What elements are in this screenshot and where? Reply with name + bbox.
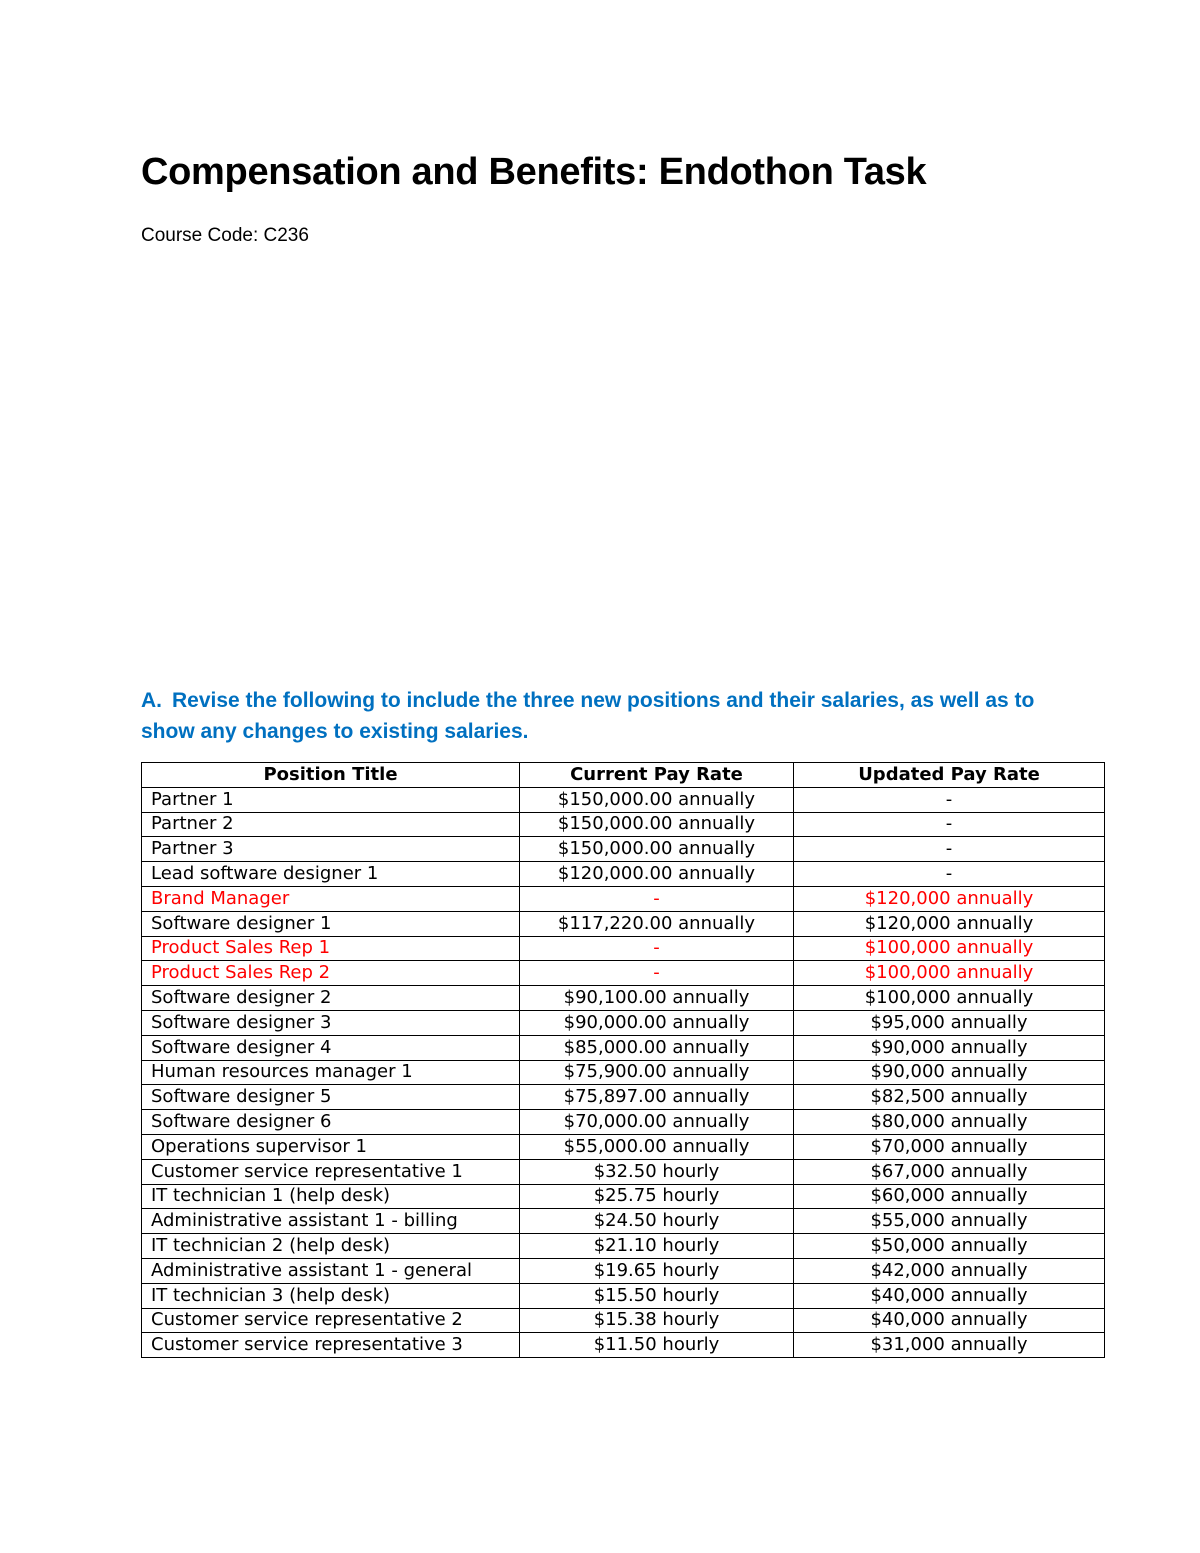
table-row: [142, 862, 1105, 887]
current-pay-rate-cell: $55,000.00 annually: [520, 1134, 794, 1159]
current-pay-rate-cell: $150,000.00 annually: [520, 812, 794, 837]
header-position-title: Position Title: [142, 763, 520, 788]
table-row: [142, 911, 1105, 936]
table-row: [142, 1010, 1105, 1035]
updated-pay-rate-cell: $67,000 annually: [794, 1159, 1105, 1184]
table-row: [142, 1333, 1105, 1358]
pay-rate-table: [141, 762, 1105, 1358]
updated-pay-rate-cell: $90,000 annually: [794, 1060, 1105, 1085]
position-title-cell: Software designer 4: [142, 1035, 520, 1060]
position-title-cell: IT technician 1 (help desk): [142, 1184, 520, 1209]
updated-pay-rate-cell: -: [794, 812, 1105, 837]
position-title-cell: Partner 2: [142, 812, 520, 837]
position-title-cell: Product Sales Rep 2: [142, 961, 520, 986]
position-title-cell: Software designer 3: [142, 1010, 520, 1035]
position-title-cell: IT technician 2 (help desk): [142, 1234, 520, 1259]
updated-pay-rate-cell: $40,000 annually: [794, 1308, 1105, 1333]
table-row: [142, 1209, 1105, 1234]
table-row: [142, 1134, 1105, 1159]
current-pay-rate-cell: $15.50 hourly: [520, 1283, 794, 1308]
position-title-cell: Brand Manager: [142, 886, 520, 911]
table-header-row: [142, 763, 1105, 788]
updated-pay-rate-cell: $120,000 annually: [794, 886, 1105, 911]
table-body: [142, 787, 1105, 1357]
current-pay-rate-cell: $90,100.00 annually: [520, 986, 794, 1011]
table-row: [142, 1110, 1105, 1135]
current-pay-rate-cell: $85,000.00 annually: [520, 1035, 794, 1060]
table-row: [142, 1234, 1105, 1259]
updated-pay-rate-cell: $40,000 annually: [794, 1283, 1105, 1308]
position-title-cell: IT technician 3 (help desk): [142, 1283, 520, 1308]
updated-pay-rate-cell: $60,000 annually: [794, 1184, 1105, 1209]
section-a-text: Revise the following to include the three new positions and their salaries, as well as to show any changes to existing salaries.: [141, 689, 1035, 743]
current-pay-rate-cell: $19.65 hourly: [520, 1258, 794, 1283]
header-current-pay-rate: Current Pay Rate: [520, 763, 794, 788]
position-title-cell: Partner 3: [142, 837, 520, 862]
updated-pay-rate-cell: -: [794, 862, 1105, 887]
position-title-cell: Customer service representative 1: [142, 1159, 520, 1184]
position-title-cell: Operations supervisor 1: [142, 1134, 520, 1159]
section-a-heading: [141, 685, 1041, 747]
position-title-cell: Lead software designer 1: [142, 862, 520, 887]
header-updated-pay-rate: Updated Pay Rate: [794, 763, 1105, 788]
position-title-cell: Software designer 1: [142, 911, 520, 936]
position-title-cell: Customer service representative 2: [142, 1308, 520, 1333]
position-title-cell: Software designer 2: [142, 986, 520, 1011]
table-row: [142, 961, 1105, 986]
position-title-cell: Administrative assistant 1 - billing: [142, 1209, 520, 1234]
table-row: [142, 1060, 1105, 1085]
current-pay-rate-cell: $75,897.00 annually: [520, 1085, 794, 1110]
table-row: [142, 936, 1105, 961]
table-row: [142, 1258, 1105, 1283]
updated-pay-rate-cell: $31,000 annually: [794, 1333, 1105, 1358]
current-pay-rate-cell: $75,900.00 annually: [520, 1060, 794, 1085]
section-a-letter: A.: [141, 689, 162, 712]
table-row: [142, 837, 1105, 862]
current-pay-rate-cell: $150,000.00 annually: [520, 787, 794, 812]
current-pay-rate-cell: $90,000.00 annually: [520, 1010, 794, 1035]
table-row: [142, 812, 1105, 837]
table-row: [142, 1308, 1105, 1333]
position-title-cell: Product Sales Rep 1: [142, 936, 520, 961]
current-pay-rate-cell: $24.50 hourly: [520, 1209, 794, 1234]
table-row: [142, 1159, 1105, 1184]
position-title-cell: Administrative assistant 1 - general: [142, 1258, 520, 1283]
updated-pay-rate-cell: $42,000 annually: [794, 1258, 1105, 1283]
document-title: Compensation and Benefits: Endothon Task: [141, 151, 927, 193]
updated-pay-rate-cell: $95,000 annually: [794, 1010, 1105, 1035]
table-row: [142, 1085, 1105, 1110]
updated-pay-rate-cell: -: [794, 787, 1105, 812]
current-pay-rate-cell: $70,000.00 annually: [520, 1110, 794, 1135]
updated-pay-rate-cell: $100,000 annually: [794, 936, 1105, 961]
updated-pay-rate-cell: $50,000 annually: [794, 1234, 1105, 1259]
updated-pay-rate-cell: $70,000 annually: [794, 1134, 1105, 1159]
position-title-cell: Customer service representative 3: [142, 1333, 520, 1358]
current-pay-rate-cell: $120,000.00 annually: [520, 862, 794, 887]
current-pay-rate-cell: $150,000.00 annually: [520, 837, 794, 862]
table-row: [142, 1283, 1105, 1308]
current-pay-rate-cell: $25.75 hourly: [520, 1184, 794, 1209]
current-pay-rate-cell: $21.10 hourly: [520, 1234, 794, 1259]
current-pay-rate-cell: -: [520, 886, 794, 911]
table-row: [142, 1035, 1105, 1060]
updated-pay-rate-cell: $100,000 annually: [794, 961, 1105, 986]
table-row: [142, 1184, 1105, 1209]
current-pay-rate-cell: -: [520, 936, 794, 961]
updated-pay-rate-cell: $90,000 annually: [794, 1035, 1105, 1060]
updated-pay-rate-cell: $100,000 annually: [794, 986, 1105, 1011]
updated-pay-rate-cell: -: [794, 837, 1105, 862]
updated-pay-rate-cell: $82,500 annually: [794, 1085, 1105, 1110]
table-row: [142, 886, 1105, 911]
updated-pay-rate-cell: $120,000 annually: [794, 911, 1105, 936]
position-title-cell: Human resources manager 1: [142, 1060, 520, 1085]
current-pay-rate-cell: -: [520, 961, 794, 986]
current-pay-rate-cell: $117,220.00 annually: [520, 911, 794, 936]
updated-pay-rate-cell: $80,000 annually: [794, 1110, 1105, 1135]
table-row: [142, 787, 1105, 812]
course-code: Course Code: C236: [141, 225, 309, 246]
position-title-cell: Software designer 5: [142, 1085, 520, 1110]
position-title-cell: Partner 1: [142, 787, 520, 812]
updated-pay-rate-cell: $55,000 annually: [794, 1209, 1105, 1234]
position-title-cell: Software designer 6: [142, 1110, 520, 1135]
current-pay-rate-cell: $11.50 hourly: [520, 1333, 794, 1358]
table-row: [142, 986, 1105, 1011]
current-pay-rate-cell: $32.50 hourly: [520, 1159, 794, 1184]
current-pay-rate-cell: $15.38 hourly: [520, 1308, 794, 1333]
